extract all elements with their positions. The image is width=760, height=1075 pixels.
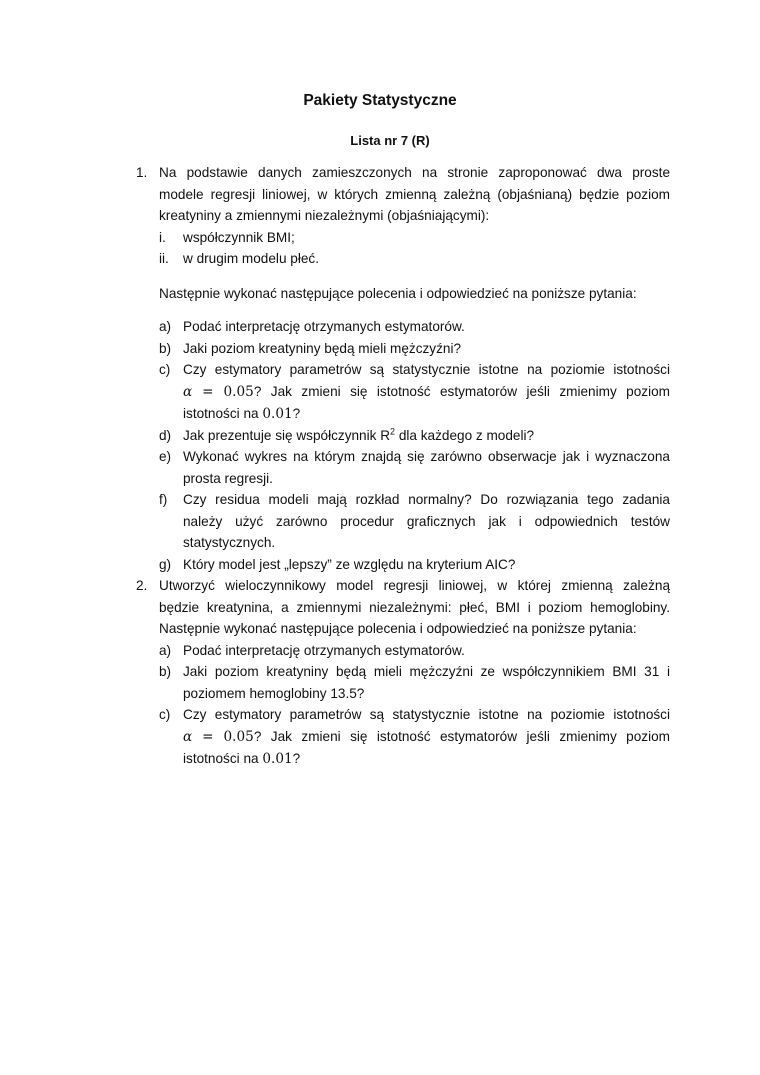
task1-number: 1. [136,165,148,180]
task1-g-text: Który model jest „lepszy” ze względu na kryterium AIC? [183,557,516,572]
task1-c-marker: c) [159,362,171,377]
task2-c-marker: c) [159,707,171,722]
task2-number: 2. [136,578,148,593]
task1-next-instruction: Następnie wykonać następujące polecenia i odpowiedzieć na poniższe pytania: [159,286,637,301]
task1-a-marker: a) [159,319,172,334]
task2-intro-line-2: będzie kreatynina, a zmiennymi niezależnymi: płeć, BMI i poziom hemoglobiny. [159,600,670,615]
task1-c-line-3: istotności na 0.01? [183,406,301,422]
roman-item-2: w drugim modelu płeć. [183,251,319,266]
task1-e-marker: e) [159,449,172,464]
task1-intro-line-1: Na podstawie danych zamieszczonych na stronie zaproponować dwa proste [159,165,670,180]
task2-a-marker: a) [159,643,172,658]
task1-c-line-1: Czy estymatory parametrów są statystycznie istotne na poziomie istotności [183,362,670,377]
task2-b-line-1: Jaki poziom kreatyniny będą mieli mężczyźni ze współczynnikiem BMI 31 i [183,664,670,679]
roman-marker-1: i. [159,230,166,245]
task1-f-marker: f) [159,492,168,507]
task2-a-text: Podać interpretację otrzymanych estymatorów. [183,643,465,658]
task1-d-marker: d) [159,428,172,443]
task2-b-line-2: poziomem hemoglobiny 13.5? [183,686,365,701]
task1-b-marker: b) [159,341,172,356]
document-title: Pakiety Statystyczne [303,92,457,109]
task1-e-line-2: prosta regresji. [183,471,273,486]
roman-item-1: współczynnik BMI; [183,230,295,245]
task1-g-marker: g) [159,557,172,572]
task1-a-text: Podać interpretację otrzymanych estymatorów. [183,319,465,334]
task1-intro-line-2: modele regresji liniowej, w których zmienną zależną (objaśnianą) będzie poziom [159,187,670,202]
task2-c-line-2: α = 0.05? Jak zmieni się istotność estymatorów jeśli zmienimy poziom [183,729,670,745]
task2-b-marker: b) [159,664,172,679]
document-subtitle: Lista nr 7 (R) [350,133,430,148]
task2-c-line-3: istotności na 0.01? [183,751,301,767]
task1-c-line-2: α = 0.05? Jak zmieni się istotność estymatorów jeśli zmienimy poziom [183,384,670,400]
task1-f-line-3: statystycznych. [183,535,276,550]
task1-intro-line-3: kreatyniny a zmiennymi niezależnymi (objaśniającymi): [159,208,490,223]
alpha-equation: α = 0.05 [183,729,254,745]
task2-intro-line-1: Utworzyć wieloczynnikowy model regresji liniowej, w której zmienną zależną [159,578,670,593]
task1-f-line-2: należy użyć zarówno procedur graficznych jak i odpowiednich testów [183,514,670,529]
alpha-equation: α = 0.05 [183,384,254,400]
task1-b-text: Jaki poziom kreatyniny będą mieli mężczyźni? [183,341,462,356]
task2-c-line-1: Czy estymatory parametrów są statystycznie istotne na poziomie istotności [183,707,670,722]
task1-f-line-1: Czy residua modeli mają rozkład normalny? Do rozwiązania tego zadania [183,492,670,507]
task1-d-text: Jak prezentuje się współczynnik $R^2$ dla każdego z modeli? [183,426,535,443]
task2-intro-line-3: Następnie wykonać następujące polecenia i odpowiedzieć na poniższe pytania: [159,621,637,636]
roman-marker-2: ii. [159,251,169,266]
task1-e-line-1: Wykonać wykres na którym znajdą się zarówno obserwacje jak i wyznaczona [183,449,670,464]
